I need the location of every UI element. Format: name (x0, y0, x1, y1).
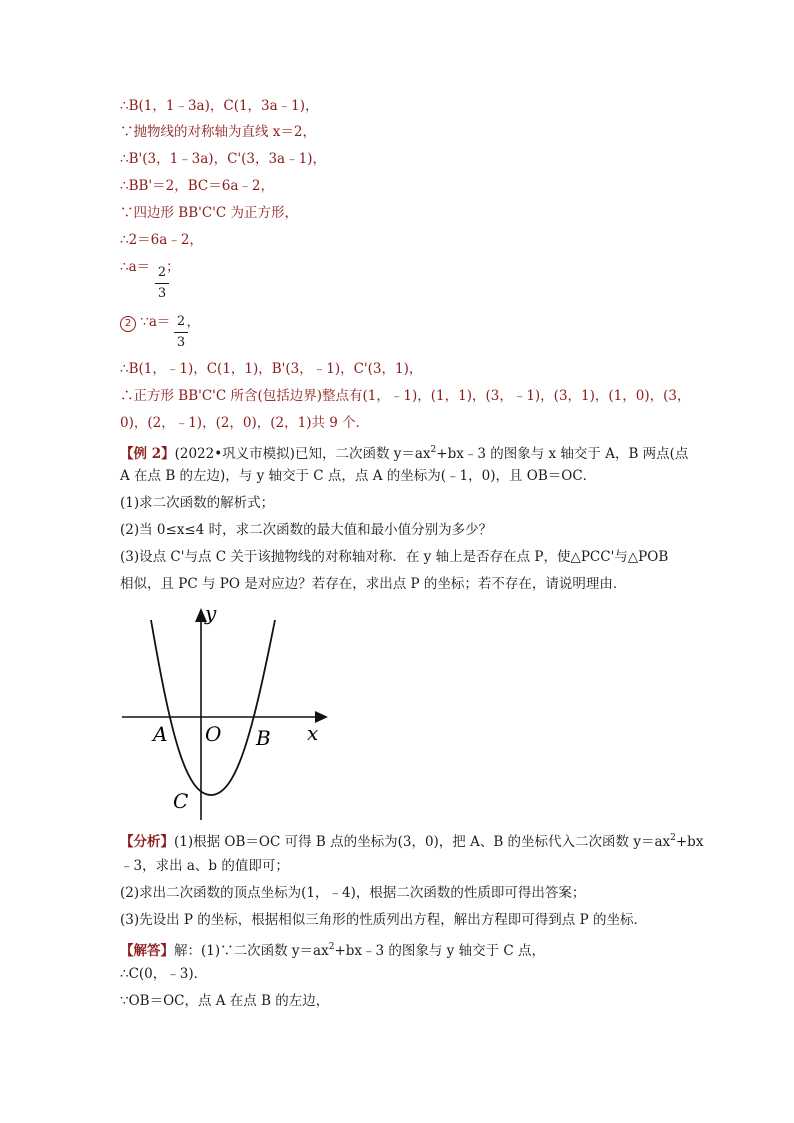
fraction (174, 314, 188, 351)
text-line: ∴B(1，1﹣3a)，C(1，3a﹣1)， (120, 98, 319, 114)
parabola-graph (115, 600, 335, 825)
punctuation: ， (186, 314, 200, 330)
question-3: (3)设点 C'与点 C 关于该抛物线的对称轴对称．在 y 轴上是否存在点 P，使△PCC'与△POB (120, 549, 669, 565)
answer-text: +bx﹣3 的图象与 y 轴交于 C 点， (334, 943, 546, 959)
question-2: (2)当 0≤x≤4 时，求二次函数的最大值和最小值分别为多少？ (120, 522, 493, 538)
fraction (155, 265, 169, 302)
answer-line (120, 938, 545, 960)
answer-text: 解：(1)∵二次函数 y＝ax (174, 943, 329, 959)
text-line: ∴正方形 BB'C'C 所含(包括边界)整点有(1，﹣1)，(1，1)，(3，﹣1)，(3，1)，(1，0)，(3， (120, 388, 691, 404)
text-line: ∴BB'＝2，BC＝6a﹣2， (120, 178, 274, 194)
analysis-text: (1)根据 OB＝OC 可得 B 点的坐标为(3，0)，把 A、B 的坐标代入二次函数 y＝ax (174, 834, 671, 850)
answer-line: ∵OB＝OC，点 A 在点 B 的左边， (120, 993, 330, 1009)
y-label: y (205, 601, 217, 625)
question-3-cont: 相似，且 PC 与 PO 是对应边？若存在，求出点 P 的坐标；若不存在，请说明理由． (120, 576, 627, 592)
origin-label: O (205, 722, 222, 746)
point-a-label: A (153, 722, 168, 746)
text-line: ∴B'(3，1﹣3a)，C'(3，3a﹣1)， (120, 151, 326, 167)
question-1: (1)求二次函数的解析式； (120, 495, 275, 511)
text-line: 0)，(2，﹣1)，(2，0)，(2，1)共 9 个． (120, 415, 370, 431)
fraction-numerator: 2 (176, 314, 186, 329)
analysis-text: +bx (675, 834, 704, 850)
answer-line: ∴C(0，﹣3)． (120, 966, 208, 982)
example-line (120, 441, 688, 463)
text-line: ∵抛物线的对称轴为直线 x＝2， (120, 124, 316, 140)
analysis-line: ﹣3，求出 a、b 的值即可； (120, 858, 289, 874)
equation-text: ∵a＝ (140, 314, 171, 330)
circled-number: 2 (120, 316, 136, 332)
superscript: 2 (328, 942, 335, 952)
parabola-curve (151, 620, 275, 795)
answer-tag: 【解答】 (120, 943, 174, 959)
text-line: ∴B(1，﹣1)，C(1，1)，B'(3，﹣1)，C'(3，1)， (120, 361, 423, 377)
x-label: x (307, 721, 319, 745)
text-line (120, 258, 180, 276)
analysis-tag: 【分析】 (120, 834, 174, 850)
example-text: +bx﹣3 的图象与 x 轴交于 A，B 两点(点 (436, 446, 689, 462)
example-tag: 【例 2】 (120, 446, 175, 462)
fraction-denominator: 3 (157, 286, 167, 301)
example-line: A 在点 B 的左边)，与 y 轴交于 C 点，点 A 的坐标为(﹣1，0)，且 OB＝OC． (120, 468, 597, 484)
superscript: 2 (430, 445, 437, 455)
point-c-label: C (173, 789, 189, 813)
example-text: (2022•巩义市模拟)已知，二次函数 y＝ax (174, 446, 431, 462)
fraction-numerator: 2 (157, 265, 167, 280)
text-line: ∵四边形 BB'C'C 为正方形， (120, 205, 299, 221)
analysis-line: (2)求出二次函数的顶点坐标为(1，﹣4)，根据二次函数的性质即可得出答案； (120, 885, 586, 901)
analysis-line: (3)先设出 P 的坐标，根据相似三角形的性质列出方程，解出方程即可得到点 P 的坐标． (120, 912, 647, 928)
fraction-denominator: 3 (176, 335, 186, 350)
punctuation: ； (166, 259, 180, 275)
text-line: ∴2＝6a﹣2， (120, 232, 203, 248)
equation-text: ∴a＝ (120, 259, 151, 275)
analysis-line (120, 829, 703, 851)
superscript: 2 (670, 833, 676, 843)
point-b-label: B (256, 726, 271, 750)
